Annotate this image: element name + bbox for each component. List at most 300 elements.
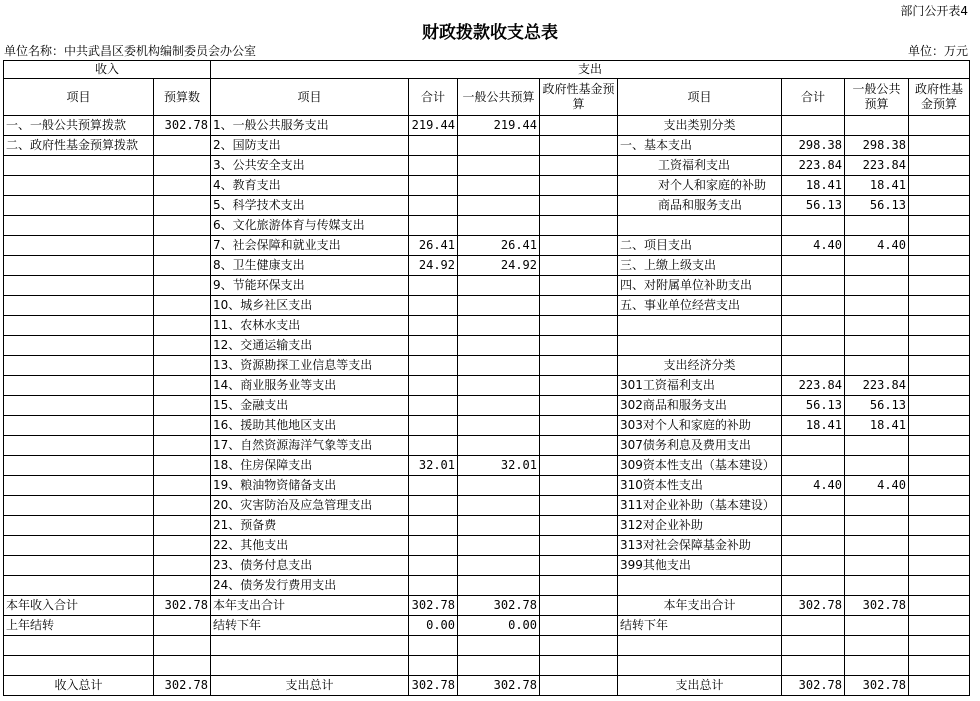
cell-inc: [4, 196, 154, 216]
cell-fa: [540, 456, 618, 476]
cell-gb: [845, 556, 909, 576]
cell-gb: [845, 316, 909, 336]
table-row: [4, 496, 970, 516]
cell-gb: [845, 496, 909, 516]
cell-tb: [782, 556, 845, 576]
cell-cat: 二、项目支出: [618, 236, 782, 256]
cell-exp: 23、债务付息支出: [211, 556, 409, 576]
cell-inc: 本年收入合计: [4, 596, 154, 616]
cell-fb: [909, 216, 970, 236]
cell-tb: 298.38: [782, 136, 845, 156]
cell-gb: [845, 436, 909, 456]
cell-fb: [909, 156, 970, 176]
cell-exp: 14、商业服务业等支出: [211, 376, 409, 396]
cell-cat: 对个人和家庭的补助: [618, 176, 782, 196]
cell-inc: [4, 276, 154, 296]
cell-tb: [782, 276, 845, 296]
col-total-2: 合计: [782, 79, 845, 116]
cell-cat: 支出经济分类: [618, 356, 782, 376]
cell-exp: 17、自然资源海洋气象等支出: [211, 436, 409, 456]
cell-inc: 二、政府性基金预算拨款: [4, 136, 154, 156]
cell-fb: [909, 236, 970, 256]
cell-inc: [4, 156, 154, 176]
cell-incv: [154, 456, 211, 476]
cell-fa: [540, 136, 618, 156]
cell-fb: [909, 296, 970, 316]
table-row: [4, 616, 970, 636]
cell-cat: 支出类别分类: [618, 116, 782, 136]
cell-exp: 支出总计: [211, 676, 409, 696]
cell-exp: 7、社会保障和就业支出: [211, 236, 409, 256]
cell-incv: [154, 316, 211, 336]
cell-fa: [540, 596, 618, 616]
cell-ga: [458, 316, 540, 336]
cell-exp: 5、科学技术支出: [211, 196, 409, 216]
cell-fb: [909, 316, 970, 336]
col-income-budget: 预算数: [154, 79, 211, 116]
table-body: [4, 116, 970, 696]
cell-gb: 4.40: [845, 236, 909, 256]
cell-tb: 4.40: [782, 236, 845, 256]
cell-fb: [909, 676, 970, 696]
cell-fb: [909, 596, 970, 616]
cell-fb: [909, 436, 970, 456]
cell-ga: [458, 656, 540, 676]
cell-tb: [782, 456, 845, 476]
table-row: [4, 656, 970, 676]
cell-incv: [154, 516, 211, 536]
cell-cat: 结转下年: [618, 616, 782, 636]
cell-cat: 312对企业补助: [618, 516, 782, 536]
cell-cat: 商品和服务支出: [618, 196, 782, 216]
income-header: 收入: [4, 61, 211, 79]
cell-ga: [458, 496, 540, 516]
cell-exp: 15、金融支出: [211, 396, 409, 416]
cell-ga: 219.44: [458, 116, 540, 136]
cell-fb: [909, 576, 970, 596]
cell-incv: [154, 536, 211, 556]
cell-exp: 2、国防支出: [211, 136, 409, 156]
cell-ta: [409, 556, 458, 576]
cell-inc: [4, 456, 154, 476]
cell-gb: 56.13: [845, 396, 909, 416]
cell-fb: [909, 616, 970, 636]
cell-fa: [540, 516, 618, 536]
cell-ga: [458, 216, 540, 236]
cell-fb: [909, 656, 970, 676]
cell-inc: [4, 236, 154, 256]
cell-incv: [154, 476, 211, 496]
table-row: [4, 376, 970, 396]
cell-fb: [909, 336, 970, 356]
cell-ga: [458, 356, 540, 376]
table-row: [4, 316, 970, 336]
col-income-item: 项目: [4, 79, 154, 116]
cell-gb: [845, 516, 909, 536]
cell-incv: 302.78: [154, 596, 211, 616]
cell-fa: [540, 476, 618, 496]
cell-ta: [409, 296, 458, 316]
cell-fa: [540, 496, 618, 516]
cell-tb: [782, 116, 845, 136]
cell-gb: [845, 656, 909, 676]
table-row: [4, 136, 970, 156]
cell-cat: [618, 576, 782, 596]
cell-incv: [154, 176, 211, 196]
cell-fa: [540, 676, 618, 696]
cell-cat: 303对个人和家庭的补助: [618, 416, 782, 436]
cell-incv: [154, 576, 211, 596]
col-category-item: 项目: [618, 79, 782, 116]
cell-exp: 9、节能环保支出: [211, 276, 409, 296]
cell-incv: [154, 636, 211, 656]
cell-ga: 0.00: [458, 616, 540, 636]
cell-exp: 10、城乡社区支出: [211, 296, 409, 316]
cell-cat: 302商品和服务支出: [618, 396, 782, 416]
cell-cat: 工资福利支出: [618, 156, 782, 176]
cell-fa: [540, 616, 618, 636]
cell-tb: [782, 296, 845, 316]
header-row-1: [4, 61, 970, 79]
cell-inc: [4, 556, 154, 576]
table-row: [4, 416, 970, 436]
cell-gb: [845, 536, 909, 556]
cell-cat: 301工资福利支出: [618, 376, 782, 396]
cell-ga: [458, 196, 540, 216]
cell-inc: [4, 256, 154, 276]
cell-incv: [154, 436, 211, 456]
cell-cat: [618, 316, 782, 336]
cell-fa: [540, 176, 618, 196]
cell-fa: [540, 576, 618, 596]
cell-incv: [154, 276, 211, 296]
unit-label: 单位：万元: [907, 44, 968, 58]
cell-incv: [154, 256, 211, 276]
table-row: [4, 636, 970, 656]
table-row: [4, 576, 970, 596]
unit-name: 单位名称：中共武昌区委机构编制委员会办公室: [4, 44, 257, 58]
cell-exp: 22、其他支出: [211, 536, 409, 556]
cell-ta: [409, 476, 458, 496]
cell-ga: [458, 136, 540, 156]
cell-fb: [909, 356, 970, 376]
cell-ta: [409, 496, 458, 516]
cell-cat: [618, 656, 782, 676]
table-row: [4, 456, 970, 476]
cell-ta: [409, 576, 458, 596]
cell-gb: [845, 216, 909, 236]
cell-tb: 302.78: [782, 596, 845, 616]
cell-gb: [845, 356, 909, 376]
cell-tb: [782, 356, 845, 376]
cell-fb: [909, 376, 970, 396]
cell-ga: [458, 436, 540, 456]
cell-gb: [845, 616, 909, 636]
cell-exp: 19、粮油物资储备支出: [211, 476, 409, 496]
cell-gb: [845, 256, 909, 276]
table-row: [4, 396, 970, 416]
cell-incv: [154, 556, 211, 576]
cell-ta: 302.78: [409, 596, 458, 616]
cell-tb: [782, 256, 845, 276]
cell-cat: 310资本性支出: [618, 476, 782, 496]
header-row-2: [4, 79, 970, 116]
cell-fa: [540, 556, 618, 576]
cell-ta: [409, 636, 458, 656]
cell-cat: [618, 336, 782, 356]
cell-ta: 219.44: [409, 116, 458, 136]
cell-ta: [409, 316, 458, 336]
col-general: 一般公共预算: [458, 79, 540, 116]
cell-inc: 一、一般公共预算拨款: [4, 116, 154, 136]
cell-tb: [782, 536, 845, 556]
cell-fa: [540, 636, 618, 656]
cell-tb: [782, 576, 845, 596]
cell-incv: [154, 396, 211, 416]
table-row: [4, 476, 970, 496]
budget-table: [3, 60, 970, 696]
cell-ta: [409, 516, 458, 536]
cell-inc: [4, 516, 154, 536]
cell-fb: [909, 636, 970, 656]
cell-ga: 24.92: [458, 256, 540, 276]
cell-fb: [909, 276, 970, 296]
cell-inc: [4, 336, 154, 356]
page-title: 财政拨款收支总表: [422, 23, 558, 43]
cell-ta: [409, 536, 458, 556]
cell-incv: [154, 416, 211, 436]
table-row: [4, 236, 970, 256]
cell-gb: 223.84: [845, 156, 909, 176]
cell-exp: 20、灾害防治及应急管理支出: [211, 496, 409, 516]
cell-fa: [540, 216, 618, 236]
cell-tb: 223.84: [782, 156, 845, 176]
cell-ta: [409, 156, 458, 176]
cell-fb: [909, 556, 970, 576]
cell-exp: 4、教育支出: [211, 176, 409, 196]
cell-cat: 四、对附属单位补助支出: [618, 276, 782, 296]
cell-gb: [845, 336, 909, 356]
cell-gb: 302.78: [845, 676, 909, 696]
cell-ta: [409, 356, 458, 376]
cell-incv: [154, 236, 211, 256]
cell-gb: 302.78: [845, 596, 909, 616]
cell-fa: [540, 536, 618, 556]
cell-ta: [409, 396, 458, 416]
cell-ga: [458, 176, 540, 196]
cell-exp: 13、资源勘探工业信息等支出: [211, 356, 409, 376]
table-row: [4, 296, 970, 316]
cell-ta: [409, 416, 458, 436]
cell-fb: [909, 196, 970, 216]
cell-exp: 本年支出合计: [211, 596, 409, 616]
cell-tb: [782, 316, 845, 336]
cell-inc: [4, 536, 154, 556]
cell-fa: [540, 376, 618, 396]
cell-tb: [782, 616, 845, 636]
cell-tb: 302.78: [782, 676, 845, 696]
cell-fa: [540, 416, 618, 436]
cell-exp: 结转下年: [211, 616, 409, 636]
cell-inc: [4, 176, 154, 196]
cell-fa: [540, 156, 618, 176]
table-row: [4, 516, 970, 536]
cell-gb: 56.13: [845, 196, 909, 216]
cell-cat: 311对企业补助（基本建设）: [618, 496, 782, 516]
cell-fb: [909, 396, 970, 416]
cell-inc: 收入总计: [4, 676, 154, 696]
cell-cat: 307债务利息及费用支出: [618, 436, 782, 456]
cell-ga: [458, 336, 540, 356]
cell-fb: [909, 176, 970, 196]
cell-incv: [154, 376, 211, 396]
cell-incv: [154, 156, 211, 176]
cell-gb: 18.41: [845, 176, 909, 196]
cell-gb: [845, 116, 909, 136]
cell-cat: 313对社会保障基金补助: [618, 536, 782, 556]
cell-fb: [909, 416, 970, 436]
table-row: [4, 336, 970, 356]
cell-fa: [540, 196, 618, 216]
cell-ga: [458, 396, 540, 416]
cell-fb: [909, 256, 970, 276]
cell-inc: [4, 216, 154, 236]
cell-ta: 302.78: [409, 676, 458, 696]
cell-inc: [4, 416, 154, 436]
cell-fb: [909, 516, 970, 536]
cell-inc: [4, 476, 154, 496]
cell-ga: [458, 376, 540, 396]
cell-incv: [154, 196, 211, 216]
cell-cat: 本年支出合计: [618, 596, 782, 616]
cell-tb: 56.13: [782, 196, 845, 216]
cell-ta: [409, 216, 458, 236]
cell-gb: [845, 636, 909, 656]
cell-inc: [4, 296, 154, 316]
cell-inc: [4, 356, 154, 376]
cell-incv: [154, 336, 211, 356]
cell-cat: 三、上缴上级支出: [618, 256, 782, 276]
cell-ta: 26.41: [409, 236, 458, 256]
cell-gb: [845, 276, 909, 296]
cell-fb: [909, 496, 970, 516]
cell-exp: 1、一般公共服务支出: [211, 116, 409, 136]
cell-ta: [409, 656, 458, 676]
cell-tb: 4.40: [782, 476, 845, 496]
cell-tb: [782, 336, 845, 356]
cell-inc: [4, 316, 154, 336]
cell-tb: [782, 656, 845, 676]
cell-inc: [4, 396, 154, 416]
cell-fb: [909, 456, 970, 476]
cell-ta: [409, 376, 458, 396]
cell-tb: [782, 216, 845, 236]
cell-tb: 223.84: [782, 376, 845, 396]
cell-ga: [458, 556, 540, 576]
cell-ga: 302.78: [458, 596, 540, 616]
table-row: [4, 196, 970, 216]
col-total: 合计: [409, 79, 458, 116]
cell-exp: 11、农林水支出: [211, 316, 409, 336]
cell-ta: [409, 176, 458, 196]
cell-gb: 223.84: [845, 376, 909, 396]
cell-fa: [540, 336, 618, 356]
col-general-2: 一般公共预算: [845, 79, 909, 116]
cell-gb: [845, 576, 909, 596]
cell-incv: 302.78: [154, 116, 211, 136]
cell-gb: 18.41: [845, 416, 909, 436]
cell-fa: [540, 236, 618, 256]
col-expense-item: 项目: [211, 79, 409, 116]
cell-incv: [154, 496, 211, 516]
cell-cat: 309资本性支出（基本建设）: [618, 456, 782, 476]
cell-inc: [4, 496, 154, 516]
cell-tb: [782, 436, 845, 456]
cell-exp: 12、交通运输支出: [211, 336, 409, 356]
cell-ga: [458, 516, 540, 536]
cell-fb: [909, 536, 970, 556]
cell-cat: [618, 216, 782, 236]
cell-fb: [909, 476, 970, 496]
cell-ga: 302.78: [458, 676, 540, 696]
table-row: [4, 536, 970, 556]
cell-tb: 18.41: [782, 176, 845, 196]
cell-ta: 0.00: [409, 616, 458, 636]
cell-inc: 上年结转: [4, 616, 154, 636]
cell-ga: [458, 296, 540, 316]
cell-fa: [540, 256, 618, 276]
cell-fa: [540, 296, 618, 316]
cell-ta: [409, 336, 458, 356]
cell-gb: [845, 296, 909, 316]
cell-gb: 298.38: [845, 136, 909, 156]
cell-ga: [458, 276, 540, 296]
table-row: [4, 676, 970, 696]
cell-inc: [4, 636, 154, 656]
cell-inc: [4, 436, 154, 456]
cell-incv: [154, 616, 211, 636]
cell-ga: 26.41: [458, 236, 540, 256]
cell-ga: [458, 636, 540, 656]
cell-incv: [154, 136, 211, 156]
cell-ga: 32.01: [458, 456, 540, 476]
cell-exp: 6、文化旅游体育与传媒支出: [211, 216, 409, 236]
cell-exp: 21、预备费: [211, 516, 409, 536]
cell-inc: [4, 656, 154, 676]
cell-fa: [540, 276, 618, 296]
cell-cat: 399其他支出: [618, 556, 782, 576]
col-fund-2: 政府性基金预算: [909, 79, 970, 116]
corner-label: 部门公开表4: [900, 4, 968, 18]
cell-incv: [154, 356, 211, 376]
cell-gb: [845, 456, 909, 476]
cell-cat: 一、基本支出: [618, 136, 782, 156]
table-row: [4, 596, 970, 616]
table-row: [4, 256, 970, 276]
cell-ta: [409, 196, 458, 216]
cell-cat: 五、事业单位经营支出: [618, 296, 782, 316]
cell-incv: 302.78: [154, 676, 211, 696]
cell-inc: [4, 576, 154, 596]
table-row: [4, 156, 970, 176]
cell-fa: [540, 436, 618, 456]
cell-gb: 4.40: [845, 476, 909, 496]
cell-tb: 18.41: [782, 416, 845, 436]
table-row: [4, 436, 970, 456]
table-row: [4, 556, 970, 576]
expense-header: 支出: [211, 61, 970, 79]
cell-exp: 16、援助其他地区支出: [211, 416, 409, 436]
